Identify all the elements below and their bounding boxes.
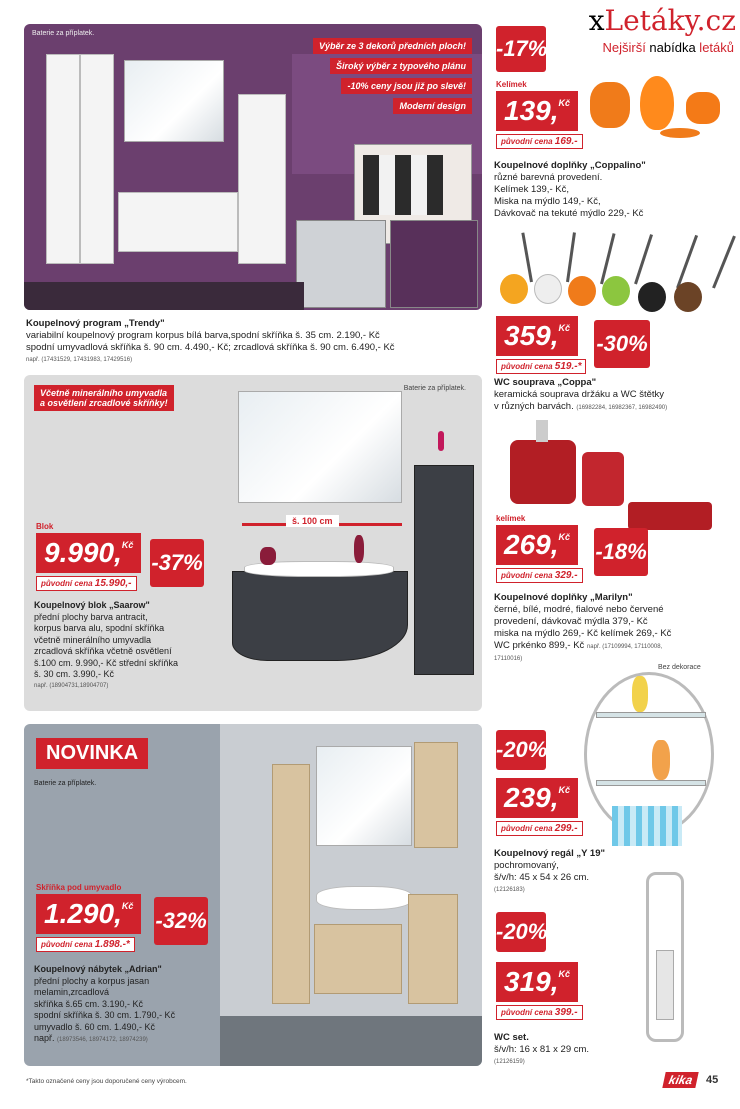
- orig-value: 399.-: [554, 1007, 578, 1018]
- width-label: š. 100 cm: [286, 515, 339, 527]
- product-line: miska na mýdlo 269,- Kč kelímek 269,- Kč: [494, 628, 672, 639]
- adrian-pricebox: [36, 894, 141, 952]
- codes-prefix: např.: [34, 1033, 55, 1043]
- towel: [612, 806, 682, 846]
- product-codes: (18973546, 18974172, 18974239): [57, 1037, 148, 1043]
- marilyn-price: [496, 525, 578, 565]
- orig-value: 519.-*: [554, 361, 582, 372]
- brush-holder-white: [534, 274, 562, 304]
- coppa-original-price: [496, 359, 586, 374]
- coppalino-description: [494, 160, 734, 220]
- product-title: Koupelnový blok „Saarow": [34, 600, 150, 610]
- product-codes: (12126159): [494, 1059, 525, 1065]
- product-line: včetně minerálního umyvadla: [34, 634, 152, 645]
- marilyn-price-label: kelímek: [496, 514, 526, 523]
- orig-label: původní cena: [41, 579, 93, 588]
- trendy-note: Baterie za příplatek.: [32, 30, 95, 37]
- price-value: 1.290,: [44, 898, 122, 929]
- product-codes: 17110016): [494, 656, 523, 662]
- regal-description: [494, 848, 644, 896]
- product-codes: např. (18904731,18904707): [34, 682, 109, 689]
- shelf-glass: [596, 712, 706, 718]
- soap-dish: [628, 502, 712, 530]
- adrian-price-label: Skříňka pod umyvadlo: [36, 883, 122, 892]
- coppa-discount: -30%: [594, 320, 650, 368]
- product-line: korpus barva alu, spodní skříňka: [34, 623, 165, 633]
- floor: [220, 1016, 482, 1066]
- price-value: 9.990,: [44, 537, 122, 568]
- coppalino-pricebox: [496, 91, 583, 149]
- wall-cabinet: [414, 742, 458, 848]
- floor: [24, 282, 304, 310]
- coppalino-price-label: Kelímek: [496, 80, 527, 89]
- dispenser: [354, 535, 364, 563]
- trendy-tag: Výběr ze 3 dekorů předních ploch!: [313, 38, 472, 54]
- price-value: 139,: [504, 95, 559, 126]
- saarow-price: [36, 533, 141, 573]
- coppa-pricebox: [496, 316, 586, 374]
- product-codes: např. (17109994, 17110008,: [586, 644, 663, 650]
- product-title: WC souprava „Coppa": [494, 377, 597, 388]
- regal-note: Bez dekorace: [658, 664, 701, 671]
- product-line: variabilní koupelnový program korpus bílá barva,spodní skříňka š. 35 cm. 2.190,- Kč: [26, 330, 380, 341]
- inset-drawer-photo: [390, 220, 478, 308]
- flower: [438, 431, 444, 451]
- banner-line: a osvětlení zrcadlové skříňky!: [40, 398, 168, 408]
- site-tagline: [602, 40, 734, 55]
- product-line: přední plochy barva antracit,: [34, 611, 148, 622]
- price-value: 319,: [504, 966, 559, 997]
- bottle: [652, 740, 670, 780]
- saarow-note: Baterie za příplatek.: [403, 385, 466, 392]
- orig-value: 169.-: [554, 136, 578, 147]
- price-currency: Kč: [121, 540, 134, 550]
- orig-label: původní cena: [501, 1008, 553, 1017]
- marilyn-original-price: [496, 568, 583, 583]
- product-line: WC prkénko 899,- Kč: [494, 640, 585, 651]
- tall-cabinet: [272, 764, 310, 1004]
- regal-discount: -20%: [496, 730, 546, 770]
- cup: [686, 92, 720, 124]
- coppa-description: [494, 377, 734, 414]
- wc-brush: [656, 950, 674, 1020]
- brush-handle: [634, 234, 653, 284]
- cup: [260, 547, 276, 565]
- saarow-discount: -37%: [150, 539, 204, 587]
- product-line: keramická souprava držáku a WC štětky: [494, 389, 665, 400]
- product-title: Koupelnové doplňky „Coppalino": [494, 160, 646, 171]
- wcset-pricebox: [496, 962, 583, 1020]
- marilyn-pricebox: [496, 525, 583, 583]
- adrian-price: [36, 894, 141, 934]
- saarow-description: [34, 600, 214, 692]
- side-cabinet: [408, 894, 458, 1004]
- trendy-tag: Široký výběr z typového plánu: [330, 58, 472, 74]
- wcset-discount: -20%: [496, 912, 546, 952]
- coppalino-original-price: [496, 134, 583, 149]
- adrian-note: Baterie za příplatek.: [34, 780, 97, 787]
- dispenser-pump: [536, 420, 548, 442]
- sink: [316, 886, 412, 910]
- product-title: Koupelnový regál „Y 19": [494, 848, 605, 859]
- product-line: přední plochy a korpus jasan: [34, 975, 150, 986]
- regal-pricebox: [496, 778, 583, 836]
- coppalino-discount: -17%: [496, 26, 546, 72]
- wcset-description: [494, 1032, 634, 1068]
- price-currency: Kč: [558, 323, 571, 333]
- product-line: Miska na mýdlo 149,- Kč,: [494, 196, 601, 207]
- kika-logo: kika: [662, 1072, 699, 1088]
- marilyn-description: [494, 592, 734, 665]
- soap-dispenser: [510, 440, 576, 504]
- trendy-photo: [24, 24, 482, 310]
- brush-handle: [566, 232, 576, 282]
- brush-holder-green: [602, 276, 630, 306]
- product-line: š/v/h: 16 x 81 x 29 cm.: [494, 1044, 590, 1055]
- trendy-tag: -10% ceny jsou již po slevě!: [341, 78, 472, 94]
- price-currency: Kč: [558, 98, 571, 108]
- product-title: Koupelnový nábytek „Adrian": [34, 964, 162, 974]
- trendy-description: [26, 318, 486, 366]
- product-line: Dávkovač na tekuté mýdlo 229,- Kč: [494, 208, 644, 219]
- wcset-price: [496, 962, 578, 1002]
- logo-text: Letáky.cz: [604, 4, 736, 37]
- product-line: skříňka š.65 cm. 3.190,- Kč: [34, 998, 144, 1009]
- coppa-price: [496, 316, 578, 356]
- site-logo[interactable]: [589, 4, 736, 37]
- regal-original-price: [496, 821, 583, 836]
- saarow-original-price: [36, 576, 137, 591]
- price-currency: Kč: [558, 532, 571, 542]
- product-line: š/v/h: 45 x 54 x 26 cm.: [494, 872, 590, 883]
- product-line: spodní umyvadlová skříňka š. 90 cm. 4.490,- Kč; zrcadlová skříňka š. 90 cm. 6.490,- Kč: [26, 342, 395, 353]
- orig-label: původní cena: [41, 940, 93, 949]
- sink-cabinet: [118, 192, 238, 252]
- wcset-original-price: [496, 1005, 583, 1020]
- mirror-cabinet: [124, 60, 224, 142]
- product-title: Koupelnové doplňky „Marilyn": [494, 592, 633, 603]
- adrian-original-price: [36, 937, 135, 952]
- product-line: spodní skříňka š. 30 cm. 1.790,- Kč: [34, 1010, 176, 1020]
- product-line: zrcadlová skříňka včetně osvětlení: [34, 646, 172, 656]
- price-currency: Kč: [121, 901, 134, 911]
- tumbler: [640, 76, 674, 130]
- orig-label: původní cena: [501, 571, 553, 580]
- bottle: [632, 676, 648, 712]
- brush-holder-orange: [568, 276, 596, 306]
- tumbler: [582, 452, 624, 506]
- product-line: pochromovaný,: [494, 860, 559, 871]
- marilyn-discount: -18%: [594, 528, 648, 576]
- tall-cabinet-left-2: [80, 54, 114, 264]
- banner-line: Včetně minerálního umyvadla: [40, 388, 168, 398]
- adrian-discount: -32%: [154, 897, 208, 945]
- brush-handle: [521, 232, 533, 282]
- regal-price: [496, 778, 578, 818]
- saarow-pricebox: [36, 533, 141, 591]
- orig-label: původní cena: [501, 824, 553, 833]
- adrian-description: [34, 964, 214, 1047]
- product-codes: (16982284, 16982367, 16982490): [576, 405, 668, 411]
- orig-label: původní cena: [501, 362, 553, 371]
- mirror-cabinet: [238, 391, 402, 503]
- trendy-tag: Moderní design: [393, 98, 472, 114]
- product-codes: např. (17431529, 17431983, 17429516): [26, 357, 133, 363]
- tagline-part: letáků: [695, 40, 734, 55]
- brush-holder-black: [638, 282, 666, 312]
- price-currency: Kč: [558, 969, 571, 979]
- tagline-part: nabídka: [649, 40, 696, 55]
- shelf-glass: [596, 780, 706, 786]
- product-codes: (12126183): [494, 887, 525, 893]
- soap-dish: [660, 128, 700, 138]
- price-value: 359,: [504, 320, 559, 351]
- brush-holder-yellow: [500, 274, 528, 304]
- saarow-price-label: Blok: [36, 522, 54, 531]
- saarow-banner: [34, 385, 174, 411]
- price-value: 269,: [504, 529, 559, 560]
- product-line: umyvadlo š. 60 cm. 1.490,- Kč: [34, 1021, 156, 1032]
- product-line: provedení, dávkovač mýdla 379,- Kč: [494, 616, 648, 627]
- footnote: *Takto označené ceny jsou doporučené ceny výrobcem.: [26, 1078, 187, 1085]
- tall-cabinet-right: [238, 94, 286, 264]
- product-line: různé barevná provedení.: [494, 172, 603, 183]
- orig-value: 15.990,-: [94, 578, 132, 589]
- price-currency: Kč: [558, 785, 571, 795]
- orig-value: 1.898.-*: [94, 939, 130, 950]
- product-line: š.100 cm. 9.990,- Kč střední skříňka: [34, 657, 179, 668]
- decor-pattern: [363, 155, 443, 215]
- sink-cabinet: [314, 924, 402, 994]
- product-line: černé, bílé, modré, fialové nebo červené: [494, 604, 664, 615]
- orig-value: 329.-: [554, 570, 578, 581]
- orig-label: původní cena: [501, 137, 553, 146]
- tall-cabinet: [414, 465, 474, 675]
- product-title: Koupelnový program „Trendy": [26, 318, 165, 329]
- brush-holder-brown: [674, 282, 702, 312]
- tagline-part: Nejširší: [602, 40, 650, 55]
- mirror-cabinet: [316, 746, 412, 846]
- price-value: 239,: [504, 782, 559, 813]
- product-line: v různých barvách.: [494, 401, 574, 412]
- page-number: 45: [706, 1074, 719, 1086]
- product-title: WC set.: [494, 1032, 529, 1043]
- product-line: melamin,zrcadlová: [34, 987, 110, 997]
- sink-cabinet: [232, 571, 408, 661]
- tall-cabinet-left: [46, 54, 80, 264]
- product-line: š. 30 cm. 3.990,- Kč: [34, 669, 115, 679]
- coppalino-price: [496, 91, 578, 131]
- inset-sink-photo: [296, 220, 386, 308]
- soap-dispenser: [590, 82, 630, 128]
- orig-value: 299.-: [554, 823, 578, 834]
- logo-x: x: [588, 4, 605, 37]
- brush-handle: [712, 236, 736, 289]
- product-line: Kelímek 139,- Kč,: [494, 184, 569, 195]
- brush-handle: [676, 235, 698, 289]
- novinka-badge: NOVINKA: [36, 738, 148, 769]
